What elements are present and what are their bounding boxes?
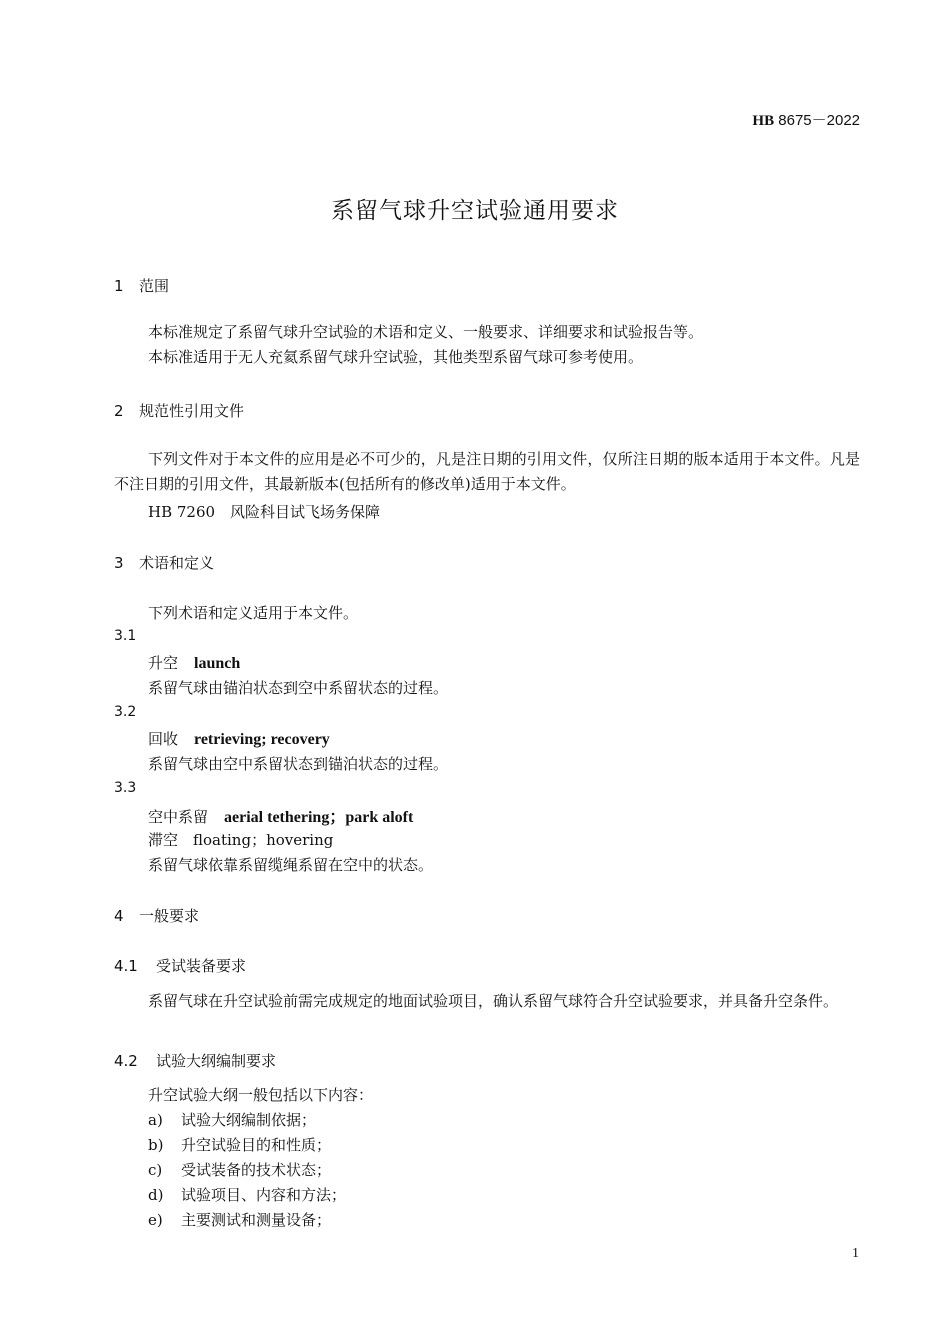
section-4-1-heading: 4.1 受试装备要求 (114, 957, 247, 975)
list-item: e) 主要测试和测量设备； (148, 1211, 332, 1229)
list-item: b) 升空试验目的和性质； (148, 1136, 332, 1154)
section-2-heading: 2 规范性引用文件 (114, 402, 245, 420)
term-definition: 系留气球由空中系留状态到锚泊状态的过程。 (148, 755, 449, 773)
section-1-heading: 1 范围 (114, 277, 170, 295)
section-2-paragraph: 下列文件对于本文件的应用是必不可少的，凡是注日期的引用文件，仅所注日期的版本适用于本文件。凡是不注日期的引用文件，其最新版本(包括所有的修改单)适用于本文件。 (114, 450, 860, 493)
section-1-paragraph-2: 本标准适用于无人充氦系留气球升空试验，其他类型系留气球可参考使用。 (148, 348, 644, 366)
section-4-heading: 4 一般要求 (114, 907, 200, 925)
standard-code: HB 8675－2022 (752, 112, 860, 129)
list-item: d) 试验项目、内容和方法； (148, 1186, 347, 1204)
section-4-2-heading: 4.2 试验大纲编制要求 (114, 1052, 277, 1070)
list-item: a) 试验大纲编制依据； (148, 1111, 317, 1129)
term-definition: 系留气球由锚泊状态到空中系留状态的过程。 (148, 679, 449, 697)
term-number: 3.1 (114, 628, 137, 644)
section-3-heading: 3 术语和定义 (114, 554, 215, 572)
document-title: 系留气球升空试验通用要求 (331, 198, 619, 224)
term-heading: 回收 retrieving; recovery (148, 730, 330, 748)
section-1-paragraph-1: 本标准规定了系留气球升空试验的术语和定义、一般要求、详细要求和试验报告等。 (148, 323, 704, 341)
normative-reference: HB 7260 风险科目试飞场务保障 (148, 503, 381, 521)
term-heading: 升空 launch (148, 654, 241, 672)
term-heading: 空中系留 aerial tethering；park aloft (148, 808, 414, 826)
term-definition: 系留气球依靠系留缆绳系留在空中的状态。 (148, 856, 434, 874)
section-3-intro: 下列术语和定义适用于本文件。 (148, 604, 359, 622)
term-admitted-alternative: 滞空 floating；hovering (148, 831, 334, 849)
term-number: 3.2 (114, 704, 137, 720)
term-number: 3.3 (114, 780, 137, 796)
section-4-2-intro: 升空试验大纲一般包括以下内容： (148, 1086, 374, 1104)
list-item: c) 受试装备的技术状态； (148, 1161, 332, 1179)
section-4-1-paragraph: 系留气球在升空试验前需完成规定的地面试验项目，确认系留气球符合升空试验要求，并具备升空条件。 (148, 992, 839, 1010)
page-number: 1 (852, 1246, 859, 1261)
